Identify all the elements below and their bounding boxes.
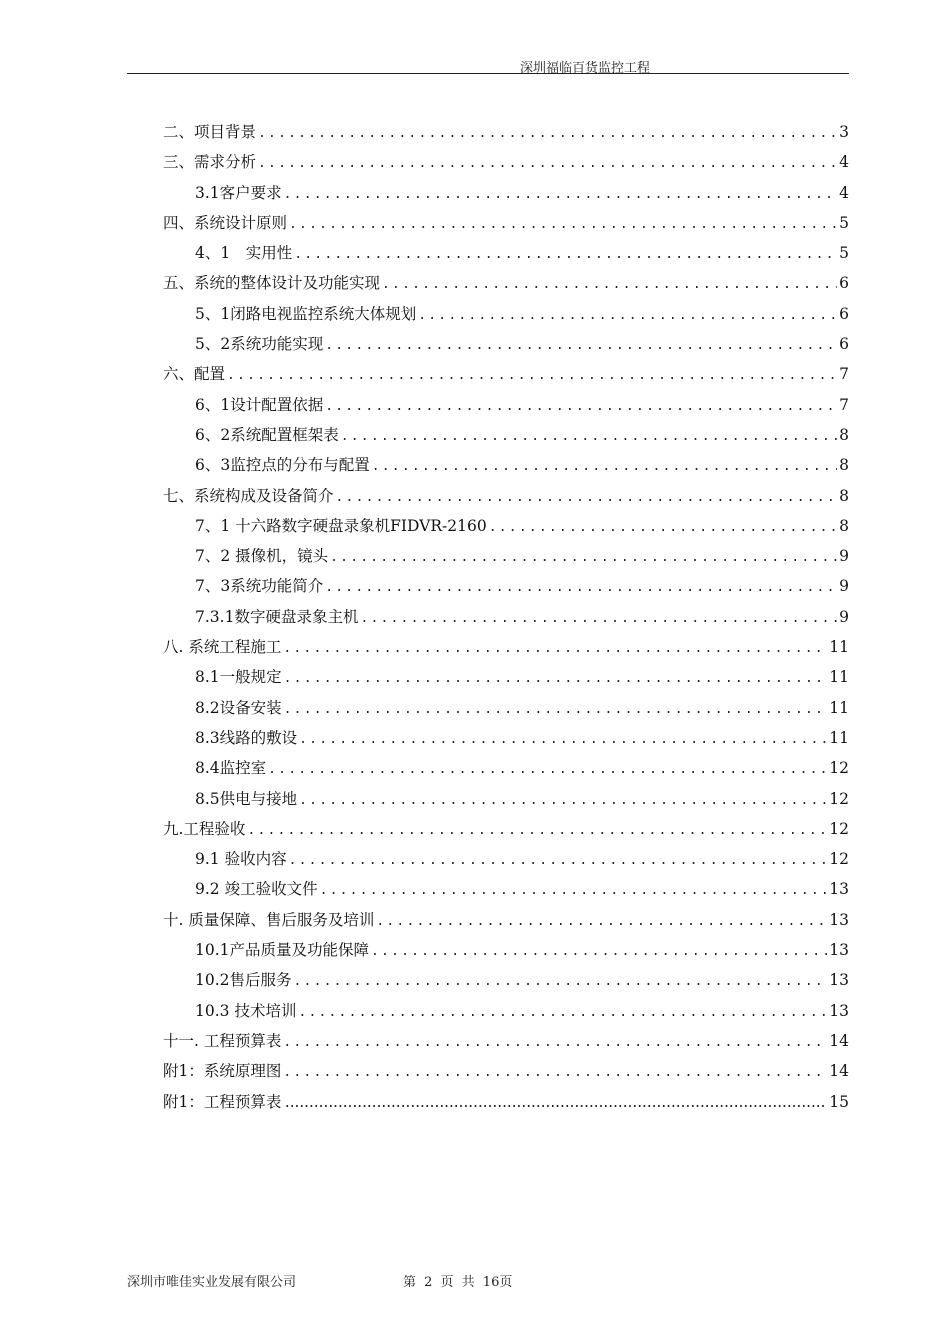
- toc-dot-leader: [294, 247, 837, 262]
- toc-entry-page: 14: [829, 1031, 849, 1050]
- toc-entry[interactable]: [163, 665, 849, 695]
- toc-entry-label: 7.3.1数字硬盘录象主机: [195, 607, 359, 626]
- toc-entry[interactable]: [163, 150, 849, 180]
- toc-entry-page: 12: [829, 819, 849, 838]
- toc-dot-leader: [283, 1096, 827, 1111]
- toc-entry-label: 三、需求分析: [163, 153, 257, 172]
- toc-entry[interactable]: [163, 484, 849, 514]
- toc-dot-leader: [284, 187, 837, 202]
- toc-entry-label: 8.3线路的敷设: [195, 728, 298, 747]
- toc-entry[interactable]: [163, 302, 849, 332]
- toc-entry[interactable]: [163, 726, 849, 756]
- toc-entry-page: 5: [839, 244, 849, 263]
- toc-entry-label: 9.1 验收内容: [195, 850, 287, 869]
- toc-dot-leader: [247, 823, 827, 838]
- toc-entry-label: 7、2 摄像机，镜头: [195, 547, 329, 566]
- toc-dot-leader: [341, 429, 837, 444]
- toc-entry-page: 9: [839, 607, 849, 626]
- toc-entry-label: 5、2系统功能实现: [195, 335, 324, 354]
- toc-entry-label: 二、项目背景: [163, 123, 257, 141]
- toc-entry[interactable]: [163, 544, 849, 574]
- toc-dot-leader: [336, 490, 838, 505]
- toc-entry-label: 8.5供电与接地: [195, 789, 298, 808]
- toc-dot-leader: [299, 793, 827, 808]
- toc-entry-page: 6: [839, 304, 849, 323]
- toc-entry-page: 12: [829, 759, 849, 778]
- toc-entry-label: 6、2系统配置框架表: [195, 425, 339, 444]
- toc-entry-page: 11: [829, 728, 849, 747]
- toc-entry-label: 四、系统设计原则: [163, 213, 288, 232]
- toc-dot-leader: [371, 944, 827, 959]
- toc-entry-page: 6: [839, 274, 849, 293]
- toc-entry-label: 4、1 实用性: [195, 244, 293, 263]
- toc-entry[interactable]: [163, 847, 849, 877]
- toc-entry-label: 10.1产品质量及功能保障: [195, 941, 370, 960]
- toc-entry-label: 10.2售后服务: [195, 971, 292, 990]
- toc-dot-leader: [289, 853, 828, 868]
- toc-entry-page: 8: [839, 486, 849, 505]
- toc-entry-page: 12: [829, 850, 849, 869]
- toc-entry[interactable]: [163, 211, 849, 241]
- toc-entry[interactable]: [163, 241, 849, 271]
- toc-entry-page: 5: [839, 213, 849, 232]
- toc-entry[interactable]: [163, 756, 849, 786]
- toc-dot-leader: [284, 671, 828, 686]
- toc-dot-leader: [372, 459, 837, 474]
- toc-entry-page: 13: [829, 1001, 849, 1020]
- toc-entry-page: 6: [839, 335, 849, 354]
- toc-dot-leader: [360, 611, 837, 626]
- toc-entry-page: 3: [839, 123, 849, 141]
- toc-entry[interactable]: [163, 181, 849, 211]
- toc-entry-label: 5、1闭路电视监控系统大体规划: [195, 304, 417, 323]
- toc-dot-leader: [227, 368, 837, 383]
- toc-entry-page: 13: [829, 910, 849, 929]
- footer-company: 深圳市唯佳实业发展有限公司: [127, 1275, 297, 1290]
- toc-dot-leader: [284, 702, 828, 717]
- toc-dot-leader: [376, 914, 827, 929]
- toc-entry-page: 8: [839, 516, 849, 535]
- toc-entry-label: 7、1 十六路数字硬盘录象机FIDVR-2160: [195, 516, 487, 535]
- toc-entry[interactable]: [163, 393, 849, 423]
- toc-entry[interactable]: [163, 787, 849, 817]
- toc-entry[interactable]: [163, 1029, 849, 1059]
- toc-dot-leader: [283, 641, 827, 656]
- toc-dot-leader: [325, 580, 837, 595]
- toc-entry-page: 7: [839, 365, 849, 384]
- toc-entry[interactable]: [163, 877, 849, 907]
- toc-entry-label: 附1：工程预算表: [163, 1092, 282, 1111]
- toc-entry-label: 3.1客户要求: [195, 183, 282, 202]
- toc-dot-leader: [298, 1005, 827, 1020]
- toc-entry-label: 十. 质量保障、售后服务及培训: [163, 910, 375, 929]
- toc-entry-label: 10.3 技术培训: [195, 1001, 297, 1020]
- toc-entry[interactable]: [163, 332, 849, 362]
- toc-entry-label: 8.1一般规定: [195, 668, 282, 687]
- toc-entry-label: 附1：系统原理图: [163, 1062, 282, 1081]
- toc-entry-label: 6、1设计配置依据: [195, 395, 324, 414]
- toc-entry-page: 12: [829, 789, 849, 808]
- toc-entry[interactable]: [163, 514, 849, 544]
- toc-entry-label: 七、系统构成及设备简介: [163, 486, 334, 505]
- toc-entry-label: 六、配置: [163, 365, 226, 384]
- toc-entry-page: 8: [839, 456, 849, 475]
- toc-entry-label: 九.工程验收: [163, 819, 246, 838]
- toc-entry-label: 十一. 工程预算表: [163, 1031, 282, 1050]
- toc-dot-leader: [258, 126, 837, 141]
- toc-entry-page: 14: [829, 1062, 849, 1081]
- toc-entry[interactable]: [163, 938, 849, 968]
- table-of-contents: [163, 120, 849, 1120]
- toc-entry[interactable]: [163, 362, 849, 392]
- toc-entry[interactable]: [163, 423, 849, 453]
- toc-entry[interactable]: [163, 635, 849, 665]
- toc-dot-leader: [489, 520, 837, 535]
- toc-dot-leader: [289, 217, 837, 232]
- toc-entry[interactable]: [163, 120, 849, 150]
- toc-entry[interactable]: [163, 574, 849, 604]
- toc-entry[interactable]: [163, 1059, 849, 1089]
- toc-entry[interactable]: [163, 1090, 849, 1120]
- toc-entry[interactable]: [163, 999, 849, 1029]
- toc-dot-leader: [325, 338, 837, 353]
- toc-dot-leader: [418, 308, 837, 323]
- toc-entry-label: 9.2 竣工验收文件: [195, 880, 318, 899]
- toc-entry-page: 15: [829, 1092, 849, 1111]
- toc-dot-leader: [294, 974, 828, 989]
- toc-entry-page: 13: [829, 971, 849, 990]
- toc-dot-leader: [268, 762, 827, 777]
- toc-entry-page: 11: [829, 668, 849, 687]
- toc-entry-label: 8.4监控室: [195, 759, 267, 778]
- toc-entry-page: 7: [839, 395, 849, 414]
- toc-entry-page: 11: [829, 638, 849, 657]
- toc-entry[interactable]: [163, 271, 849, 301]
- toc-entry[interactable]: [163, 908, 849, 938]
- toc-entry-page: 4: [839, 183, 849, 202]
- toc-dot-leader: [283, 1035, 827, 1050]
- toc-entry-label: 八. 系统工程施工: [163, 638, 282, 657]
- toc-entry-page: 8: [839, 425, 849, 444]
- toc-entry-page: 4: [839, 153, 849, 172]
- toc-entry[interactable]: [163, 696, 849, 726]
- toc-entry-label: 7、3系统功能简介: [195, 577, 324, 596]
- toc-entry-page: 9: [839, 547, 849, 566]
- toc-entry[interactable]: [163, 968, 849, 998]
- toc-dot-leader: [258, 156, 837, 171]
- toc-entry[interactable]: [163, 453, 849, 483]
- toc-dot-leader: [325, 399, 837, 414]
- toc-entry[interactable]: [163, 605, 849, 635]
- toc-dot-leader: [320, 883, 828, 898]
- toc-dot-leader: [299, 732, 827, 747]
- toc-entry-page: 13: [829, 941, 849, 960]
- toc-entry-page: 13: [829, 880, 849, 899]
- header-title: 深圳福临百货监控工程: [520, 61, 651, 76]
- toc-dot-leader: [382, 277, 837, 292]
- toc-dot-leader: [283, 1065, 827, 1080]
- toc-entry-page: 9: [839, 577, 849, 596]
- toc-entry-label: 五、系统的整体设计及功能实现: [163, 274, 381, 293]
- toc-entry-label: 8.2设备安装: [195, 698, 282, 717]
- footer-page-info: 第 2 页 共 16页: [403, 1275, 513, 1290]
- toc-entry-label: 6、3监控点的分布与配置: [195, 456, 370, 475]
- toc-entry[interactable]: [163, 817, 849, 847]
- toc-entry-page: 11: [829, 698, 849, 717]
- header-rule: [127, 73, 849, 74]
- toc-dot-leader: [330, 550, 837, 565]
